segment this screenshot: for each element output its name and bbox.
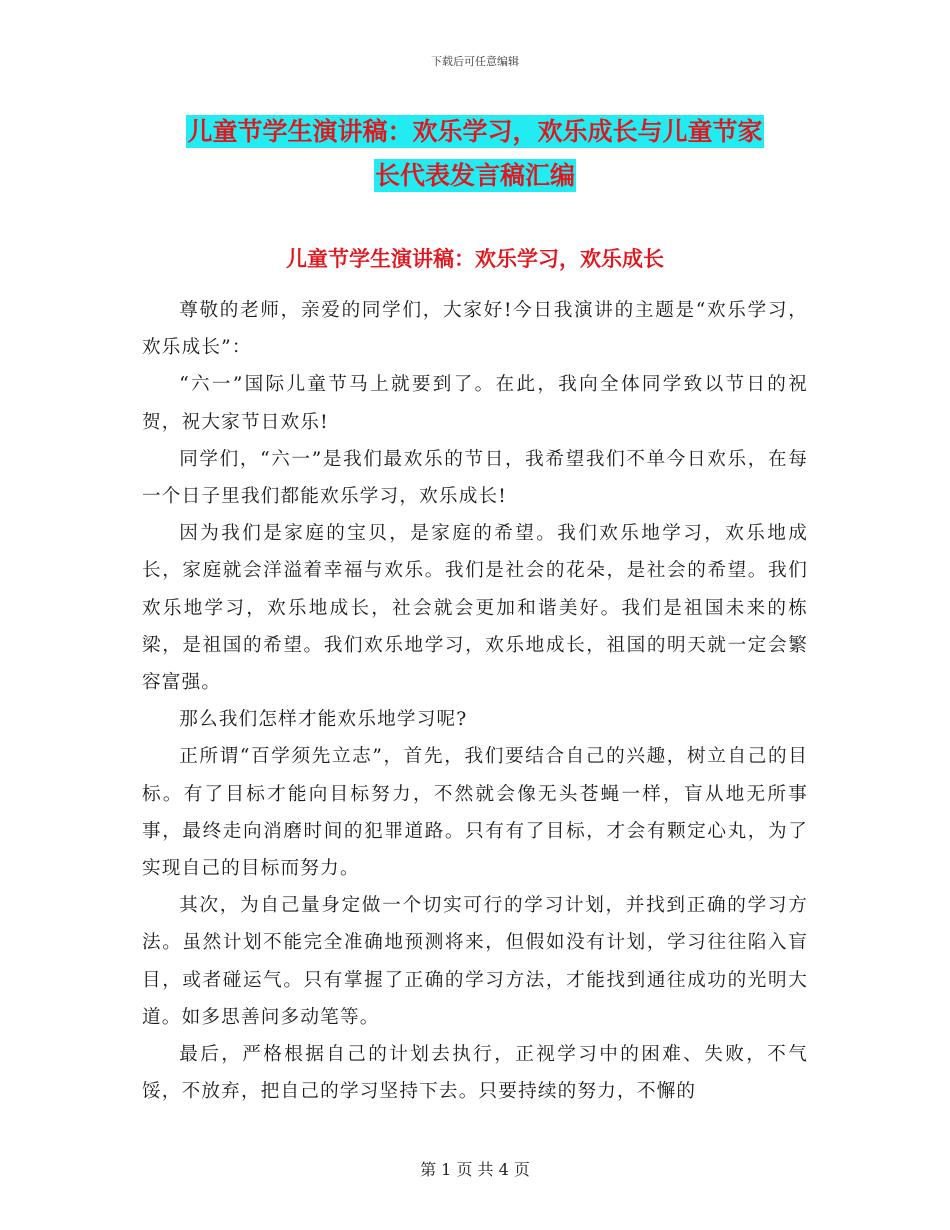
paragraph-4: 因为我们是家庭的宝贝，是家庭的希望。我们欢乐地学习，欢乐地成长，家庭就会洋溢着幸福与欢乐。我们是社会的花朵，是社会的希望。我们欢乐地学习，欢乐地成长，社会就会更加和谐美好。我们是祖国未来的栋梁，是祖国的希望。我们欢乐地学习，欢乐地成长，祖国的明天就一定会繁容富强。	[142, 523, 808, 694]
page-number-footer: 第 1 页 共 4 页	[420, 1160, 530, 1179]
document-title	[0, 110, 950, 198]
paragraph-7: 其次，为自己量身定做一个切实可行的学习计划，并找到正确的学习方法。虽然计划不能完全准确地预测将来，但假如没有计划，学习往往陷入盲目，或者碰运气。只有掌握了正确的学习方法，才能找到通往成功的光明大道。如多思善问多动笔等。	[142, 895, 808, 1028]
section-title: 儿童节学生演讲稿：欢乐学习，欢乐成长	[286, 247, 664, 271]
paragraph-1: 尊敬的老师，亲爱的同学们，大家好!今日我演讲的主题是“欢乐学习，欢乐成长”：	[142, 300, 808, 359]
paragraph-5: 那么我们怎样才能欢乐地学习呢?	[179, 709, 468, 731]
paragraph-8: 最后，严格根据自己的计划去执行，正视学习中的困难、失败，不气馁，不放弃，把自己的学习坚持下去。只要持续的努力，不懈的	[142, 1044, 808, 1103]
document-title-line-1: 儿童节学生演讲稿：欢乐学习，欢乐成长与儿童节家	[187, 117, 763, 146]
paragraph-6: 正所谓“百学须先立志”，首先，我们要结合自己的兴趣，树立自己的目标。有了目标才能向目标努力，不然就会像无头苍蝇一样，盲从地无所事事，最终走向消磨时间的犯罪道路。只有有了目标，才会有颗定心丸，为了实现自己的目标而努力。	[142, 746, 808, 880]
paragraph-3: 同学们，“六一”是我们最欢乐的节日，我希望我们不单今日欢乐，在每一个日子里我们都能欢乐学习，欢乐成长!	[142, 448, 808, 508]
speech-body	[142, 292, 808, 1110]
document-title-line-2: 长代表发言稿汇编	[374, 161, 575, 190]
paragraph-2: “六一”国际儿童节马上就要到了。在此，我向全体同学致以节日的祝贺，祝大家节日欢乐!	[142, 374, 808, 433]
header-note: 下载后可任意编辑	[431, 55, 519, 68]
